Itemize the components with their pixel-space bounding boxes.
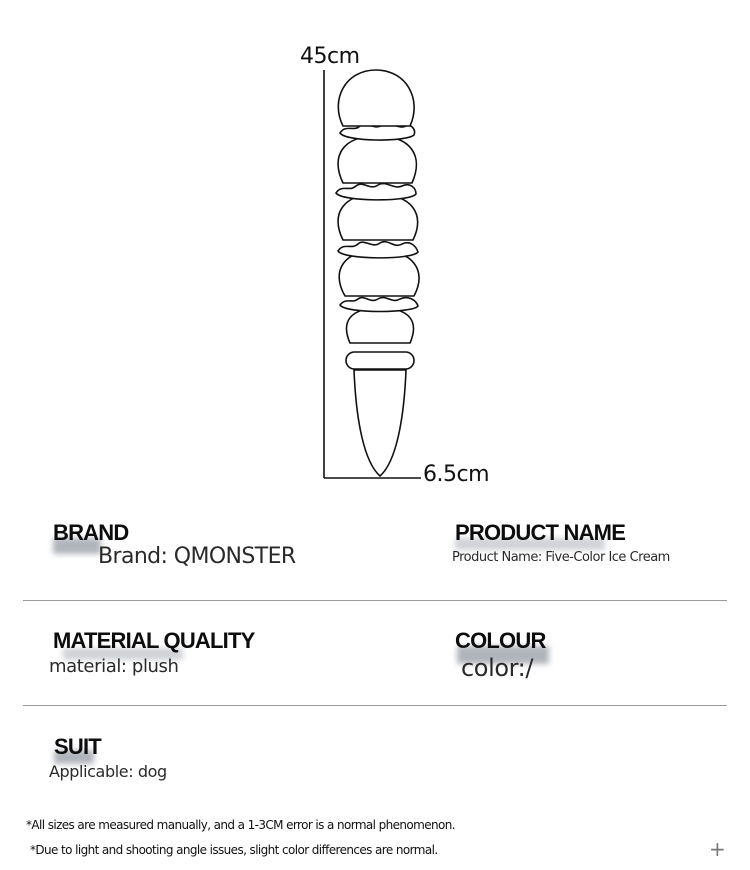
height-label: 45cm bbox=[300, 44, 360, 69]
material-spec bbox=[49, 628, 255, 677]
product-name-value: Product Name: Five-Color Ice Cream bbox=[452, 550, 670, 565]
material-heading: MATERIAL QUALITY bbox=[53, 628, 255, 653]
divider bbox=[23, 705, 727, 706]
size-note: *All sizes are measured manually, and a 1-3CM error is a normal phenomenon. bbox=[26, 818, 456, 832]
width-label: 6.5cm bbox=[423, 462, 490, 487]
suit-spec bbox=[49, 734, 167, 781]
scoop-2 bbox=[338, 136, 416, 183]
product-name-spec bbox=[452, 520, 670, 565]
drip-3 bbox=[336, 184, 416, 200]
suit-value: Applicable: dog bbox=[49, 762, 167, 781]
colour-value: color:/ bbox=[461, 654, 534, 682]
scoop-5 bbox=[347, 308, 414, 343]
brand-value: Brand: QMONSTER bbox=[98, 544, 296, 569]
product-name-heading: PRODUCT NAME bbox=[455, 520, 626, 545]
colour-spec bbox=[455, 628, 546, 682]
drip-4 bbox=[338, 242, 418, 258]
brand-heading: BRAND bbox=[53, 520, 129, 545]
plus-icon[interactable]: + bbox=[709, 837, 726, 861]
drip-5 bbox=[340, 298, 418, 312]
cone-rim bbox=[346, 352, 414, 369]
suit-heading: SUIT bbox=[54, 734, 101, 759]
colour-heading: COLOUR bbox=[455, 628, 546, 653]
material-value: material: plush bbox=[49, 656, 179, 677]
scoop-3 bbox=[338, 194, 418, 240]
scoop-1 bbox=[338, 70, 414, 126]
color-note: *Due to light and shooting angle issues, slight color differences are normal. bbox=[30, 843, 438, 857]
divider bbox=[23, 600, 727, 601]
cone bbox=[354, 370, 406, 476]
brand-spec bbox=[53, 520, 296, 569]
